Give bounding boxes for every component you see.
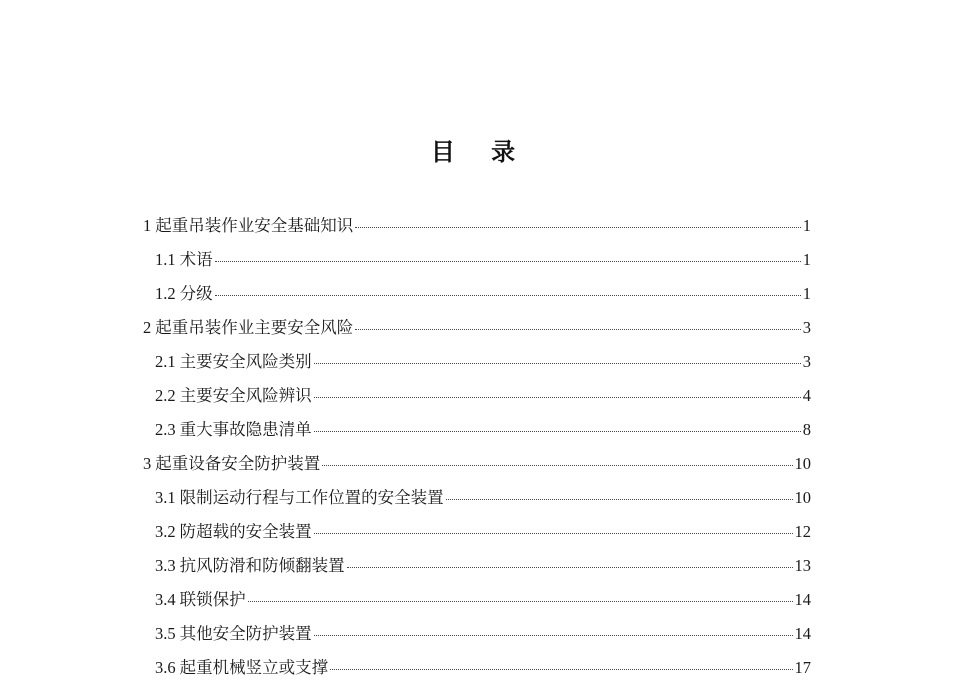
toc-entry-page-number: 10 <box>794 488 811 507</box>
toc-entry-number: 3.2 <box>155 522 176 541</box>
toc-dot-leader <box>322 464 792 466</box>
toc-entry-page-number: 12 <box>794 522 811 541</box>
toc-entry[interactable] <box>143 583 811 617</box>
toc-entry-title: 主要安全风险辨识 <box>179 386 312 405</box>
toc-entry[interactable] <box>143 549 811 583</box>
toc-entry-number: 2.2 <box>155 386 176 405</box>
toc-entry-number: 2.1 <box>155 352 176 371</box>
toc-entry-title: 术语 <box>179 250 213 269</box>
toc-entry[interactable] <box>143 345 811 379</box>
toc-entry-page-number: 1 <box>802 250 811 269</box>
toc-entry-page-number: 13 <box>794 556 811 575</box>
toc-entry-page-number: 4 <box>802 386 811 405</box>
toc-entry-page-number: 10 <box>794 454 811 473</box>
toc-title: 目 录 <box>430 138 530 166</box>
toc-entry-page-number: 8 <box>802 420 811 439</box>
toc-entry-page-number: 14 <box>794 590 811 609</box>
toc-entry[interactable] <box>143 447 811 481</box>
toc-entry[interactable] <box>143 481 811 515</box>
toc-entry-number: 3.3 <box>155 556 176 575</box>
toc-entry-title: 起重设备安全防护装置 <box>155 454 321 473</box>
toc-entry-title: 起重机械竖立或支撑 <box>179 658 329 677</box>
toc-entry-title: 主要安全风险类别 <box>179 352 312 371</box>
toc-entry[interactable] <box>143 515 811 549</box>
toc-entry-number: 2 <box>143 318 152 337</box>
toc-entry-number: 3.4 <box>155 590 176 609</box>
toc-dot-leader <box>355 328 801 330</box>
toc-entry-number: 3.5 <box>155 624 176 643</box>
toc-entry-title: 分级 <box>179 284 213 303</box>
toc-entry[interactable] <box>143 243 811 277</box>
toc-entry-page-number: 3 <box>802 352 811 371</box>
toc-entry-number: 2.3 <box>155 420 176 439</box>
toc-dot-leader <box>215 260 801 262</box>
toc-dot-leader <box>314 430 801 432</box>
toc-entry-number: 3.6 <box>155 658 176 677</box>
toc-dot-leader <box>314 532 793 534</box>
toc-entry[interactable] <box>143 379 811 413</box>
toc-entry[interactable] <box>143 277 811 311</box>
toc-entry-page-number: 1 <box>802 216 811 235</box>
toc-entry-title: 起重吊装作业安全基础知识 <box>155 216 354 235</box>
toc-entry-number: 1 <box>143 216 152 235</box>
toc-dot-leader <box>446 498 793 500</box>
toc-entry-number: 1.1 <box>155 250 176 269</box>
toc-dot-leader <box>330 668 792 670</box>
toc-entry[interactable] <box>143 209 811 243</box>
toc-entry-number: 3.1 <box>155 488 176 507</box>
toc-dot-leader <box>215 294 801 296</box>
toc-entry-page-number: 14 <box>794 624 811 643</box>
toc-dot-leader <box>355 226 801 228</box>
toc-entry-title: 其他安全防护装置 <box>179 624 312 643</box>
toc-entry-title: 限制运动行程与工作位置的安全装置 <box>179 488 444 507</box>
toc-entry[interactable] <box>143 413 811 447</box>
toc-entry[interactable] <box>143 617 811 651</box>
toc-entry-page-number: 17 <box>794 658 811 677</box>
toc-dot-leader <box>314 362 801 364</box>
toc-entry-title: 联锁保护 <box>179 590 246 609</box>
toc-entry-page-number: 3 <box>802 318 811 337</box>
toc-entry-number: 1.2 <box>155 284 176 303</box>
toc-entry[interactable] <box>143 311 811 345</box>
toc-entry-title: 防超载的安全装置 <box>179 522 312 541</box>
toc-entry[interactable] <box>143 651 811 685</box>
toc-entry-title: 起重吊装作业主要安全风险 <box>155 318 354 337</box>
toc-dot-leader <box>248 600 793 602</box>
toc-entry-number: 3 <box>143 454 152 473</box>
table-of-contents <box>143 209 811 685</box>
toc-dot-leader <box>314 634 793 636</box>
toc-entry-title: 抗风防滑和防倾翻装置 <box>179 556 345 575</box>
toc-entry-page-number: 1 <box>802 284 811 303</box>
toc-dot-leader <box>347 566 793 568</box>
toc-entry-title: 重大事故隐患清单 <box>179 420 312 439</box>
toc-dot-leader <box>314 396 801 398</box>
